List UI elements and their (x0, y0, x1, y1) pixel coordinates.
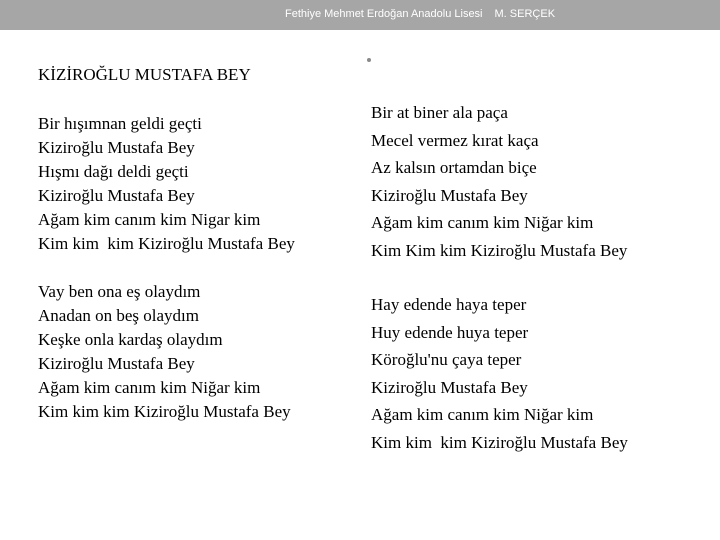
stanza-3 (371, 99, 627, 264)
poem-line: Bir at biner ala paça (371, 103, 508, 122)
poem-line: Köroğlu'nu çaya teper (371, 350, 522, 369)
poem-line: Kiziroğlu Mustafa Bey (38, 354, 195, 373)
poem-line: Ağam kim canım kim Niğar kim (38, 378, 261, 397)
poem-line: Bir hışımnan geldi geçti (38, 114, 202, 133)
poem-line: Keşke onla kardaş olaydım (38, 330, 223, 349)
poem-line: Ağam kim canım kim Niğar kim (371, 405, 594, 424)
poem-title: KİZİROĞLU MUSTAFA BEY (38, 65, 251, 84)
bullet-dot (367, 58, 371, 62)
poem-line: Kiziroğlu Mustafa Bey (371, 377, 528, 397)
poem-line: Kim kim kim Kiziroğlu Mustafa Bey (371, 432, 628, 452)
header-text (285, 8, 555, 20)
stanza-1 (38, 112, 295, 256)
header-school: Fethiye Mehmet Erdoğan Anadolu Lisesi (285, 8, 483, 20)
poem-line: Huy edende huya teper (371, 322, 529, 342)
header-bar (0, 0, 720, 30)
poem-line: Kim kim kim Kiziroğlu Mustafa Bey (38, 234, 295, 253)
poem-line: Hışmı dağı deldi geçti (38, 162, 189, 181)
poem-line: Kiziroğlu Mustafa Bey (38, 186, 195, 205)
header-author: M. SERÇEK (494, 8, 556, 20)
poem-line: Vay ben ona eş olaydım (38, 282, 201, 301)
poem-line: Hay edende haya teper (371, 295, 527, 314)
poem-line: Kim Kim kim Kiziroğlu Mustafa Bey (371, 240, 628, 260)
poem-line: Anadan on beş olaydım (38, 306, 199, 325)
poem-line: Kim kim kim Kiziroğlu Mustafa Bey (38, 402, 291, 421)
poem-line: Az kalsın ortamdan biçe (371, 158, 537, 177)
poem-line: Ağam kim canım kim Nigar kim (38, 210, 261, 229)
poem-line: Mecel vermez kırat kaça (371, 130, 539, 150)
poem-line: Kiziroğlu Mustafa Bey (371, 185, 528, 205)
stanza-4 (371, 291, 628, 456)
poem-line: Kiziroğlu Mustafa Bey (38, 138, 195, 157)
stanza-2 (38, 280, 291, 424)
poem-line: Ağam kim canım kim Niğar kim (371, 213, 594, 232)
